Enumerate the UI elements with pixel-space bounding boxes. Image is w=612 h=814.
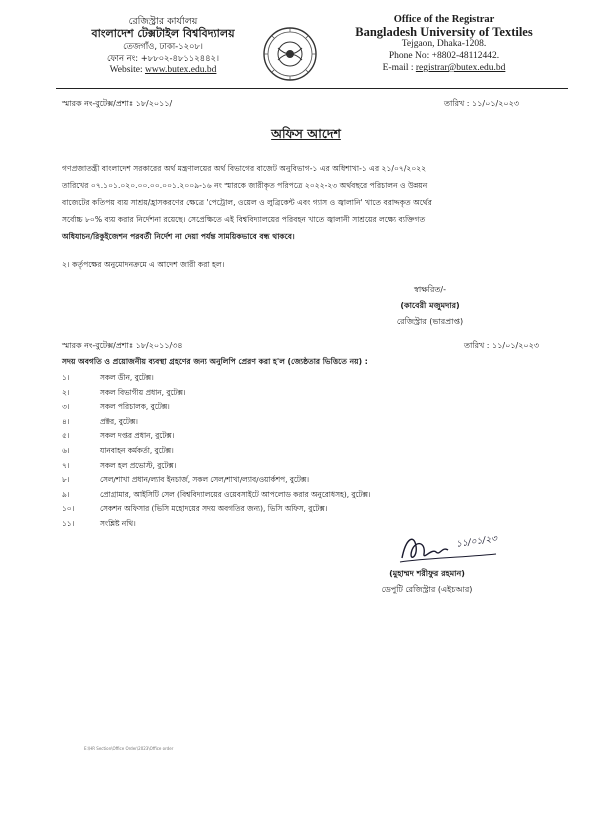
signatory-registrar <box>360 282 500 330</box>
list-item <box>62 373 572 388</box>
paragraph-line: বাজেটের কতিপয় ব্যয় সাশ্রয়/হ্রাসকরণের ক্ষেত্রে 'পেট্রোল, ওয়েল ও লুব্রিকেন্ট এবং গ্যাস ও জ্বালানি' খাতে বরাদ্দকৃত অর্থের <box>62 198 432 207</box>
list-item <box>62 388 572 403</box>
signatory-name: (মুহাম্মদ শরীফুর রহমান) <box>389 569 465 578</box>
list-item-number: ৩। <box>62 402 70 412</box>
list-item-text: সংশ্লিষ্ট নথি। <box>100 518 136 528</box>
signatory-designation: রেজিস্ট্রার (ভারপ্রাপ্ত) <box>396 317 464 326</box>
page-title <box>0 126 612 146</box>
page-title-text: অফিস আদেশ <box>271 126 341 141</box>
paragraph-line: অধিযাচন/রিকুইজেশন পরবর্তী নির্দেশ না দেয়া পর্যন্ত সাময়িকভাবে বন্ধ থাকবে। <box>62 232 295 241</box>
email-line <box>316 62 572 74</box>
website-label: Website: <box>109 65 145 75</box>
list-item-number: ৮। <box>62 475 70 485</box>
memo-date: তারিখ : ১১/০১/২০২৩ <box>444 99 520 108</box>
list-item-text: সকল বিভাগীয় প্রধান, বুটেক্স। <box>100 387 186 397</box>
paragraph-line: তারিখের ০৭.১০১.০২০.০০.০০.০০১.২০০৯-১৬ নং স্মারকে জারীকৃত পরিপত্রে ২০২২-২৩ অর্থবছরে পরিচালন ও উন্নয়ন <box>62 181 428 190</box>
list-item <box>62 490 572 505</box>
list-item-number: ১১। <box>62 518 75 528</box>
header-left <box>58 16 268 76</box>
list-item-text: যানবাহন কর্মকর্তা, বুটেক্স। <box>100 445 174 455</box>
university-name-bn: বাংলাদেশ টেক্সটাইল বিশ্ববিদ্যালয় <box>91 27 235 40</box>
address-bn: তেজগাঁও, ঢাকা-১২০৮। <box>123 41 203 51</box>
list-item-number: ৬। <box>62 445 70 455</box>
university-name-en: Bangladesh University of Textiles <box>355 25 533 39</box>
memo2-date: তারিখ : ১১/০১/২০২৩ <box>464 341 540 350</box>
website-link[interactable]: www.butex.edu.bd <box>144 65 217 75</box>
email-label: E-mail : <box>382 63 416 73</box>
list-item-number: ৯। <box>62 489 70 499</box>
order-paragraph <box>62 160 574 245</box>
order-paragraph-2: ২। কর্তৃপক্ষের অনুমোদনক্রমে এ আদেশ জারী করা হল। <box>62 260 225 269</box>
website-line <box>58 64 268 76</box>
office-name-bn: রেজিস্ট্রার কার্যালয় <box>128 16 198 27</box>
distribution-list <box>62 373 572 534</box>
handwritten-date: ১১/০১/২৩ <box>455 534 498 550</box>
list-item-text: প্রক্টর, বুটেক্স। <box>100 416 138 426</box>
list-item <box>62 504 572 519</box>
list-item <box>62 402 572 417</box>
list-item <box>62 475 572 490</box>
list-item-number: ৫। <box>62 431 70 441</box>
header-divider <box>56 88 568 89</box>
email-link[interactable]: registrar@butex.edu.bd <box>415 63 506 73</box>
list-item-text: প্রোগ্রামার, আইসিটি সেল (বিশ্ববিদ্যালয়ের ওয়েবসাইটে আপলোড করার অনুরোধসহ), বুটেক্স। <box>100 489 371 499</box>
address-en: Tejgaon, Dhaka-1208. <box>401 39 487 49</box>
header-right <box>316 14 572 74</box>
signed-mark: স্বাক্ষরিত/- <box>414 285 446 294</box>
paragraph-line: গণপ্রজাতন্ত্রী বাংলাদেশ সরকারের অর্থ মন্ত্রণালয়ের অর্থ বিভাগের বাজেট অনুবিভাগ-১ এর অধিশাখা-১ এর ২১/০৭/২০২২ <box>62 164 427 173</box>
distribution-heading: সদয় অবগতি ও প্রয়োজনীয় ব্যবস্থা গ্রহণের জন্য অনুলিপি প্রেরণ করা হ'ল (জ্যেষ্ঠতার ভিত্তিতে নয়) : <box>62 357 368 366</box>
university-logo-icon <box>262 26 318 82</box>
file-path-footer: E:\HR Section\Office Order\2023\Office order <box>84 746 174 751</box>
list-item-text: সকল হল প্রভোস্ট, বুটেক্স। <box>100 460 177 470</box>
memo-ref: স্মারক নং-বুটেক্স/প্রশাঃ ১৮/২০১১/ <box>62 99 173 108</box>
list-item-text: সকল দপ্তর প্রধান, বুটেক্স। <box>100 431 175 441</box>
phone-bn: ফোন নং: +৮৮০২-৪৮১১২৪৪২। <box>107 53 219 63</box>
office-name-en: Office of the Registrar <box>393 14 495 25</box>
paragraph-line: সর্বোচ্চ ৮০% ব্যয় করার নির্দেশনা রয়েছে। সেপ্রেক্ষিতে এই বিশ্ববিদ্যালয়ের পরিবহন খাতে জ্বালানী সাশ্রয়ের লক্ষ্যে ব্যক্তিগত <box>62 215 426 224</box>
list-item-number: ১। <box>62 373 70 382</box>
list-item-number: ১০। <box>62 504 75 514</box>
memo2-ref: স্মারক নং-বুটেক্স/প্রশাঃ ১৮/২০১১/৩৪ <box>62 341 183 350</box>
list-item-text: সকল পরিচালক, বুটেক্স। <box>100 402 170 412</box>
list-item-text: সেকশন অফিসার (ভিসি মহোদয়ের সদয় অবগতির জন্য), ভিসি অফিস, বুটেক্স। <box>100 504 328 514</box>
signatory-name: (কাবেরী মজুমদার) <box>400 301 460 310</box>
list-item-number: ৪। <box>62 416 70 426</box>
signatory-deputy-registrar <box>362 566 492 598</box>
phone-en: Phone No: +8802-48112442. <box>388 51 500 61</box>
list-item-number: ৭। <box>62 460 70 470</box>
list-item <box>62 417 572 432</box>
signatory-designation: ডেপুটি রেজিস্ট্রার (এইচআর) <box>381 585 473 594</box>
list-item-text: সেল/শাখা প্রধান/ল্যাব ইনচার্জ, সকল সেল/শাখা/ল্যাব/ওয়ার্কশপ, বুটেক্স। <box>100 475 309 485</box>
list-item <box>62 446 572 461</box>
list-item-number: ২। <box>62 387 70 397</box>
list-item <box>62 461 572 476</box>
list-item-text: সকল ডীন, বুটেক্স। <box>100 373 154 382</box>
list-item <box>62 431 572 446</box>
